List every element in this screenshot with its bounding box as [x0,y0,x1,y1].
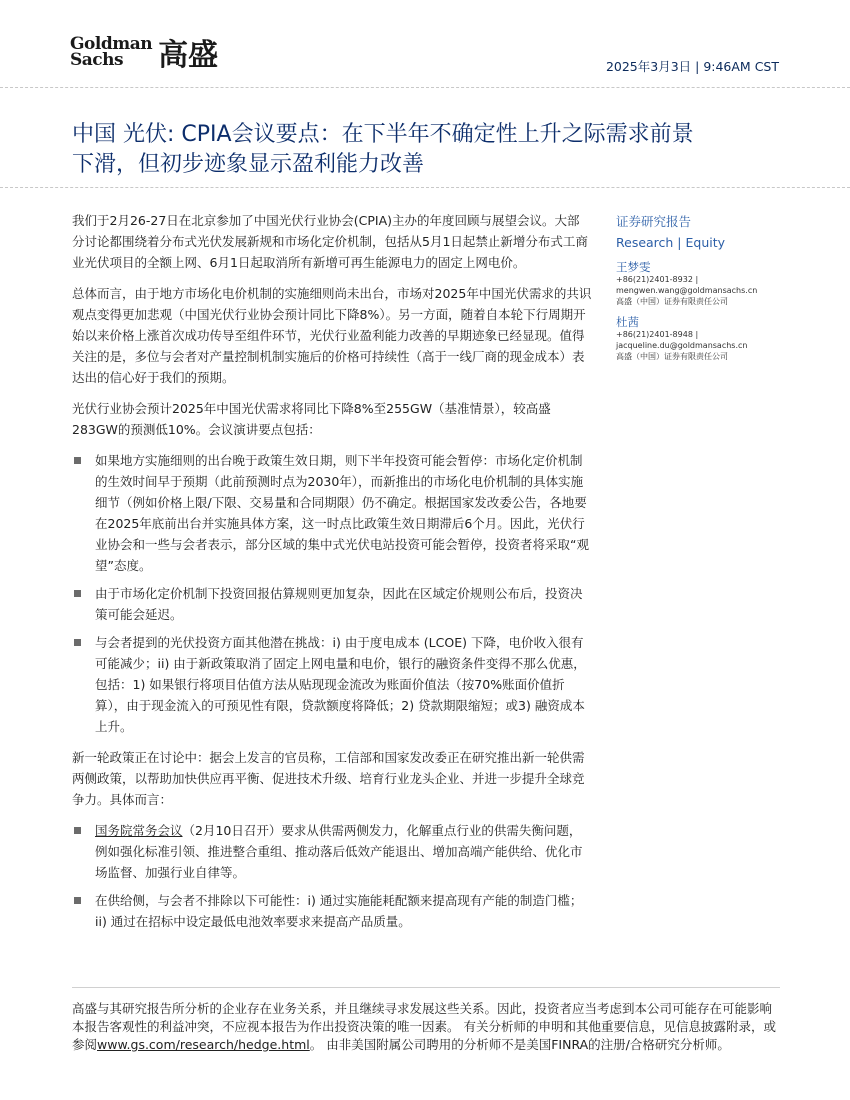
sidebar [616,212,786,362]
list-item: 由于市场化定价机制下投资回报估算规则更加复杂，因此在区域定价规则公布后，投资决策可能会延迟。 [72,583,592,625]
header-divider [0,87,850,88]
disclosure-link[interactable]: www.gs.com/research/hedge.html [97,1037,310,1052]
list-item: 如果地方实施细则的出台晚于政策生效日期，则下半年投资可能会暂停：市场化定价机制的生效时间早于预期（此前预测时点为2030年），而新推出的市场化电价机制的具体实施细节（例如价格上限/下限、交易量和合同期限）仍不确定。根据国家发改委公告，各地要在2025年底前出台并实施具体方案，这一时点比政策生效日期滞后6个月。因此，光伏行业协会和一些与会者表示，部分区域的集中式光伏电站投资可能会暂停，投资者将采取“观望”态度。 [72,450,592,576]
bullet-square-icon [74,590,81,597]
list-item: 国务院常务会议（2月10日召开）要求从供需两侧发力，化解重点行业的供需失衡问题，例如强化标准引领、推进整合重组、推动落后低效产能退出、增加高端产能供给、优化市场监督、加强行业自律等。 [72,820,592,883]
title-divider [0,187,850,188]
analyst-firm: 高盛（中国）证券有限责任公司 [616,297,728,306]
analyst-email[interactable]: mengwen.wang@goldmansachs.cn [616,286,758,295]
paragraph-intro: 我们于2月26-27日在北京参加了中国光伏行业协会(CPIA)主办的年度回顾与展望会议。大部分讨论都围绕着分布式光伏发展新规和市场化定价机制，包括从5月1日起禁止新增分布式工商业光伏项目的全额上网、6月1日起取消所有新增可再生能源电力的固定上网电价。 [72,213,588,270]
paragraph-new-policy: 新一轮政策正在讨论中：据会上发言的官员称，工信部和国家发改委正在研究推出新一轮供需两侧政策，以帮助加快供应再平衡、促进技术升级、培育行业龙头企业、并进一步提升全球竞争力。具体而言： [72,750,585,807]
analyst-card [616,315,786,362]
bullet-square-icon [74,827,81,834]
bullet-square-icon [74,639,81,646]
list-item: 在供给侧，与会者不排除以下可能性：i) 通过实施能耗配额来提高现有产能的制造门槛；ii) 通过在招标中设定最低电池效率要求来提高产品质量。 [72,890,592,932]
analyst-firm: 高盛（中国）证券有限责任公司 [616,352,728,361]
report-body [72,210,592,942]
list-item: 与会者提到的光伏投资方面其他潜在挑战：i) 由于度电成本 (LCOE) 下降，电价收入很有可能减少；ii) 由于新政策取消了固定上网电量和电价，银行的融资条件变得不那么优惠，包括：1) 如果银行将项目估值方法从贴现现金流改为账面价值法（按70%账面价值折算），由于现金流入的可预见性有限，贷款额度将降低；2) 贷款期限缩短；或3) 融资成本上升。 [72,632,592,737]
bullet-square-icon [74,897,81,904]
analyst-phone: +86(21)2401-8948 | [616,330,699,339]
analyst-name: 杜茜 [616,315,639,329]
goldman-sachs-logo [70,30,218,74]
analyst-card [616,260,786,307]
bullet-list-conference-points [72,450,592,737]
report-title: 中国 光伏: CPIA会议要点：在下半年不确定性上升之际需求前景下滑，但初步迹象显示盈利能力改善 [72,122,694,177]
analyst-name: 王梦雯 [616,260,651,274]
logo-chinese: 高盛 [158,38,219,73]
bullet-list-policy [72,820,592,932]
report-type: 证券研究报告 [616,214,692,229]
paragraph-forecast: 光伏行业协会预计2025年中国光伏需求将同比下降8%至255GW（基准情景），较高盛283GW的预测低10%。会议演讲要点包括： [72,401,551,437]
disclosure-footer: 高盛与其研究报告所分析的企业存在业务关系，并且继续寻求发展这些关系。因此，投资者应当考虑到本公司可能存在可能影响本报告客观性的利益冲突，不应视本报告为作出投资决策的唯一因素。 有关分析师的申明和其他重要信息，见信息披露附录，或参阅www.gs.com/research/hedge.html。 由非美国附属公司聘用的分析师不是美国FINRA的注册/合格研究分析师。 [72,1001,776,1052]
report-date: 2025年3月3日 | 9:46AM CST [605,59,779,74]
logo-english: Goldman Sachs [70,34,153,70]
report-category: Research | Equity [616,235,726,250]
footer-divider [72,987,780,988]
bullet-square-icon [74,457,81,464]
paragraph-overview: 总体而言，由于地方市场化电价机制的实施细则尚未出台，市场对2025年中国光伏需求的共识观点变得更加悲观（中国光伏行业协会预计同比下降8%）。另一方面，随着自本轮下行周期开始以来价格上涨首次成功传导至组件环节，光伏行业盈利能力改善的早期迹象已经显现。值得关注的是，多位与会者对产量控制机制实施后的价格可持续性（高于一线厂商的现金成本）表达出的信心好于我们的预期。 [72,286,592,385]
analyst-phone: +86(21)2401-8932 | [616,275,699,284]
analyst-email[interactable]: jacqueline.du@goldmansachs.cn [616,341,748,350]
state-council-link[interactable]: 国务院常务会议 [95,823,183,838]
